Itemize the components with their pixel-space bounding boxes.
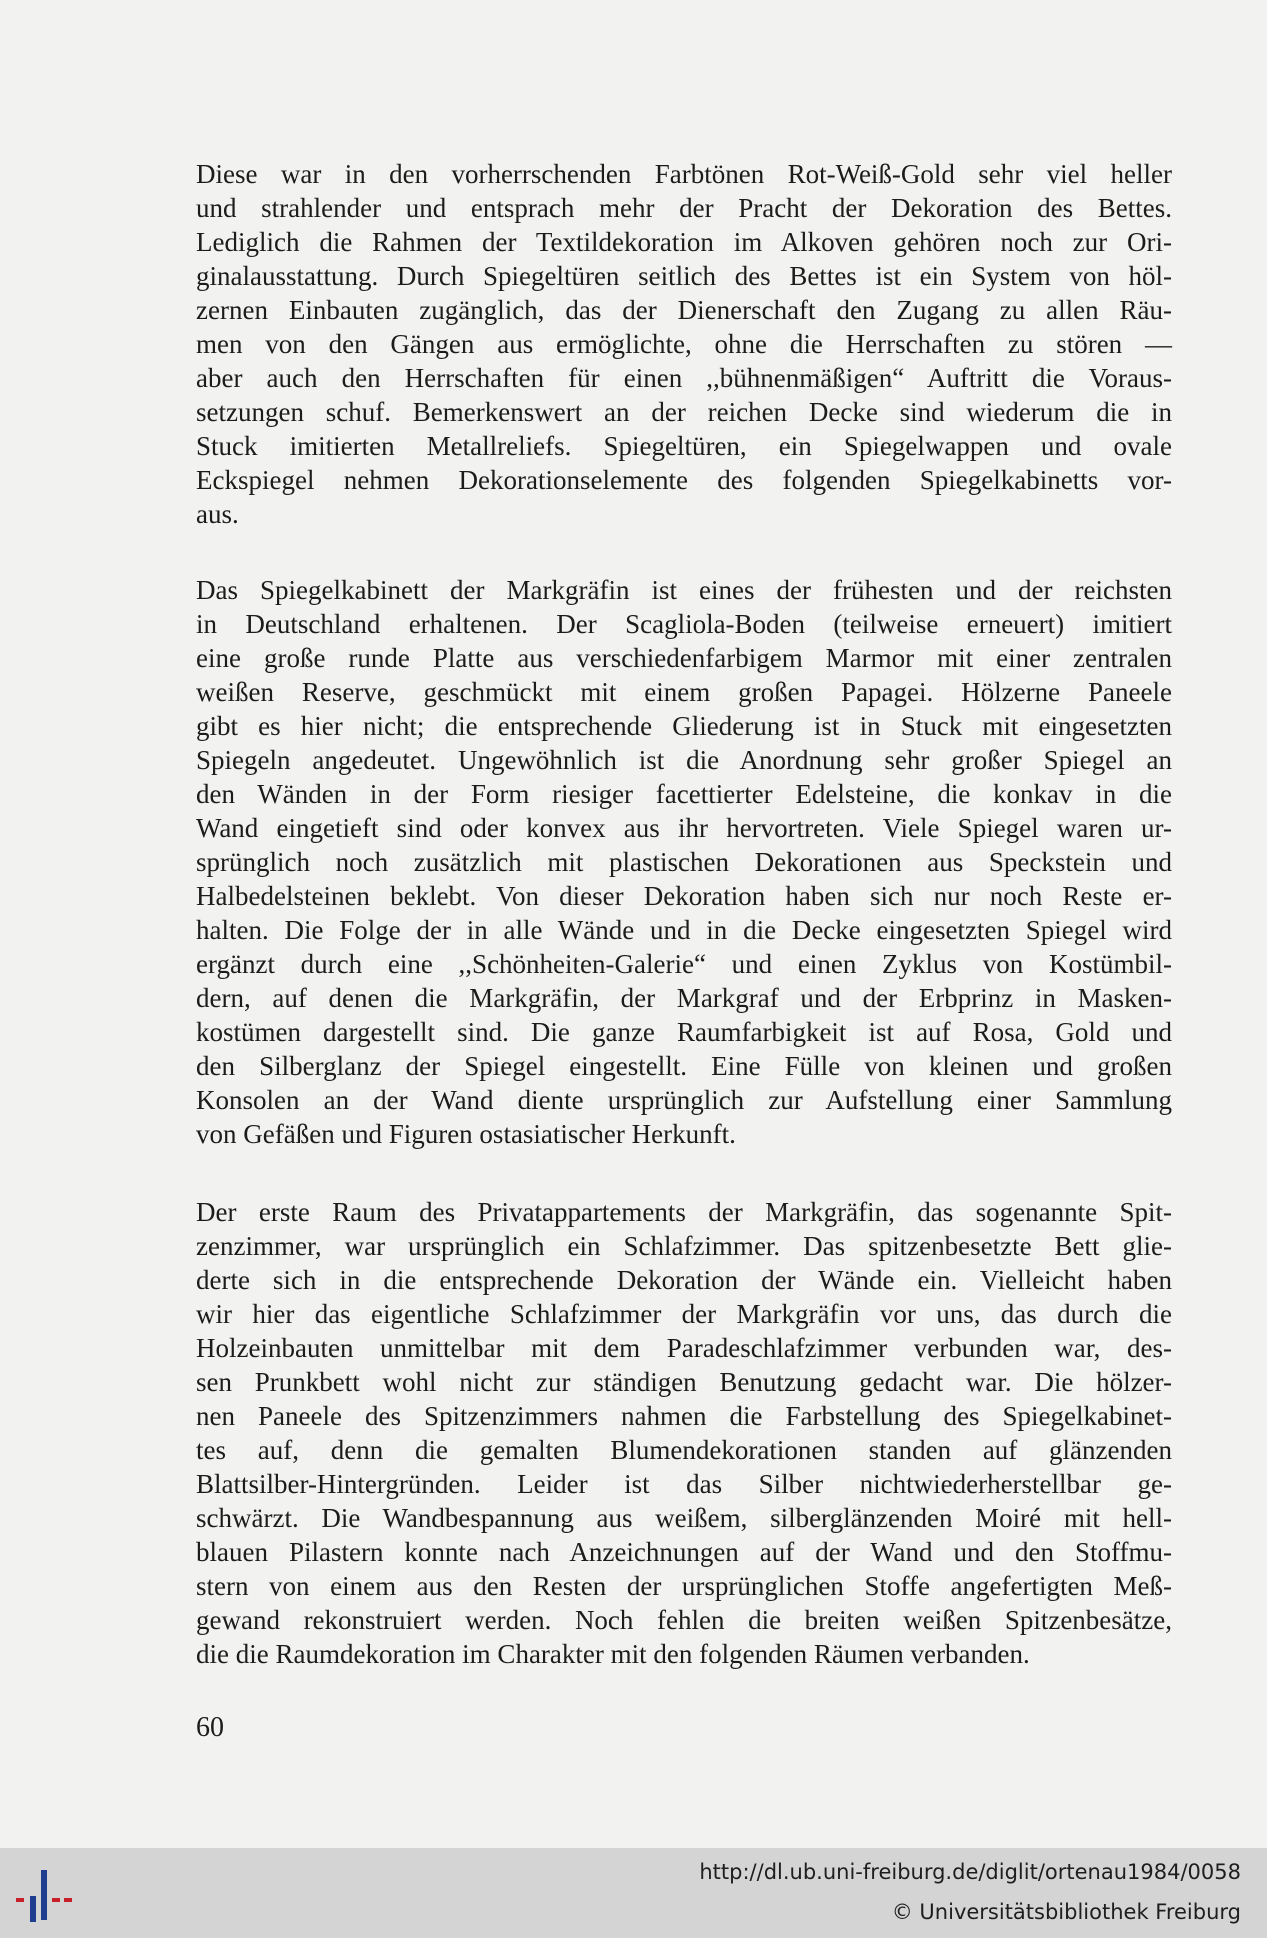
text-line: halten. Die Folge der in alle Wände und in die Decke eingesetzten Spiegel wird — [196, 915, 1172, 945]
paragraph-3 — [196, 1195, 1172, 1671]
paragraph-1 — [196, 157, 1172, 531]
footer-bar — [0, 1848, 1267, 1938]
page-number: 60 — [196, 1712, 224, 1743]
text-line: gibt es hier nicht; die entsprechende Gliederung ist in Stuck mit eingesetzten — [196, 711, 1172, 741]
text-line: schwärzt. Die Wandbespannung aus weißem, silberglänzenden Moiré mit hell- — [196, 1503, 1172, 1533]
text-line: gewand rekonstruiert werden. Noch fehlen die breiten weißen Spitzenbesätze, — [196, 1605, 1172, 1635]
text-line: Konsolen an der Wand diente ursprünglich zur Aufstellung einer Sammlung — [196, 1085, 1172, 1115]
text-line: derte sich in die entsprechende Dekoration der Wände ein. Vielleicht haben — [196, 1265, 1172, 1295]
university-library-logo-icon — [10, 1866, 80, 1926]
text-line: aus. — [196, 499, 239, 529]
text-line: kostümen dargestellt sind. Die ganze Raumfarbigkeit ist auf Rosa, Gold und — [196, 1017, 1172, 1047]
text-line: dern, auf denen die Markgräfin, der Markgraf und der Erbprinz in Masken- — [196, 983, 1172, 1013]
text-line: weißen Reserve, geschmückt mit einem großen Papagei. Hölzerne Paneele — [196, 677, 1172, 707]
text-line: Holzeinbauten unmittelbar mit dem Paradeschlafzimmer verbunden war, des- — [196, 1333, 1172, 1363]
text-line: in Deutschland erhaltenen. Der Scagliola-Boden (teilweise erneuert) imitiert — [196, 609, 1172, 639]
text-line: men von den Gängen aus ermöglichte, ohne die Herrschaften zu stören — — [196, 329, 1172, 359]
paragraph-2 — [196, 573, 1172, 1151]
text-line: die die Raumdekoration im Charakter mit den folgenden Räumen verbanden. — [196, 1639, 1030, 1669]
footer-copyright: © Universitätsbibliothek Freiburg — [891, 1900, 1241, 1924]
text-line: und strahlender und entsprach mehr der Pracht der Dekoration des Bettes. — [196, 193, 1172, 223]
text-line: Das Spiegelkabinett der Markgräfin ist eines der frühesten und der reichsten — [196, 575, 1172, 605]
text-line: stern von einem aus den Resten der ursprünglichen Stoffe angefertigten Meß- — [196, 1571, 1172, 1601]
text-line: sen Prunkbett wohl nicht zur ständigen Benutzung gedacht war. Die hölzer- — [196, 1367, 1172, 1397]
text-line: Der erste Raum des Privatappartements der Markgräfin, das sogenannte Spit- — [196, 1197, 1172, 1227]
text-line: Diese war in den vorherrschenden Farbtönen Rot-Weiß-Gold sehr viel heller — [196, 159, 1172, 189]
text-line: aber auch den Herrschaften für einen ,,bühnenmäßigen“ Auftritt die Voraus- — [196, 363, 1172, 393]
text-line: Eckspiegel nehmen Dekorationselemente des folgenden Spiegelkabinetts vor- — [196, 465, 1172, 495]
text-line: Stuck imitierten Metallreliefs. Spiegeltüren, ein Spiegelwappen und ovale — [196, 431, 1172, 461]
text-line: wir hier das eigentliche Schlafzimmer der Markgräfin vor uns, das durch die — [196, 1299, 1172, 1329]
text-line: setzungen schuf. Bemerkenswert an der reichen Decke sind wiederum die in — [196, 397, 1172, 427]
text-line: den Wänden in der Form riesiger facettierter Edelsteine, die konkav in die — [196, 779, 1172, 809]
text-line: nen Paneele des Spitzenzimmers nahmen die Farbstellung des Spiegelkabinet- — [196, 1401, 1172, 1431]
text-line: Halbedelsteinen beklebt. Von dieser Dekoration haben sich nur noch Reste er- — [196, 881, 1172, 911]
text-line: ergänzt durch eine ,,Schönheiten-Galerie“ und einen Zyklus von Kostümbil- — [196, 949, 1172, 979]
text-line: von Gefäßen und Figuren ostasiatischer Herkunft. — [196, 1119, 736, 1149]
text-line: eine große runde Platte aus verschiedenfarbigem Marmor mit einer zentralen — [196, 643, 1172, 673]
text-line: blauen Pilastern konnte nach Anzeichnungen auf der Wand und den Stoffmu- — [196, 1537, 1172, 1567]
text-line: Blattsilber-Hintergründen. Leider ist das Silber nichtwiederherstellbar ge- — [196, 1469, 1172, 1499]
text-line: zenzimmer, war ursprünglich ein Schlafzimmer. Das spitzenbesetzte Bett glie- — [196, 1231, 1172, 1261]
text-line: Spiegeln angedeutet. Ungewöhnlich ist die Anordnung sehr großer Spiegel an — [196, 745, 1172, 775]
text-line: Lediglich die Rahmen der Textildekoration im Alkoven gehören noch zur Ori- — [196, 227, 1172, 257]
text-line: sprünglich noch zusätzlich mit plastischen Dekorationen aus Speckstein und — [196, 847, 1172, 877]
text-line: den Silberglanz der Spiegel eingestellt. Eine Fülle von kleinen und großen — [196, 1051, 1172, 1081]
text-line: zernen Einbauten zugänglich, das der Dienerschaft den Zugang zu allen Räu- — [196, 295, 1172, 325]
footer-url-link[interactable]: http://dl.ub.uni-freiburg.de/diglit/ortenau1984/0058 — [699, 1860, 1241, 1884]
text-line: tes auf, denn die gemalten Blumendekorationen standen auf glänzenden — [196, 1435, 1172, 1465]
text-line: ginalausstattung. Durch Spiegeltüren seitlich des Bettes ist ein System von höl- — [196, 261, 1172, 291]
text-line: Wand eingetieft sind oder konvex aus ihr hervortreten. Viele Spiegel waren ur- — [196, 813, 1172, 843]
